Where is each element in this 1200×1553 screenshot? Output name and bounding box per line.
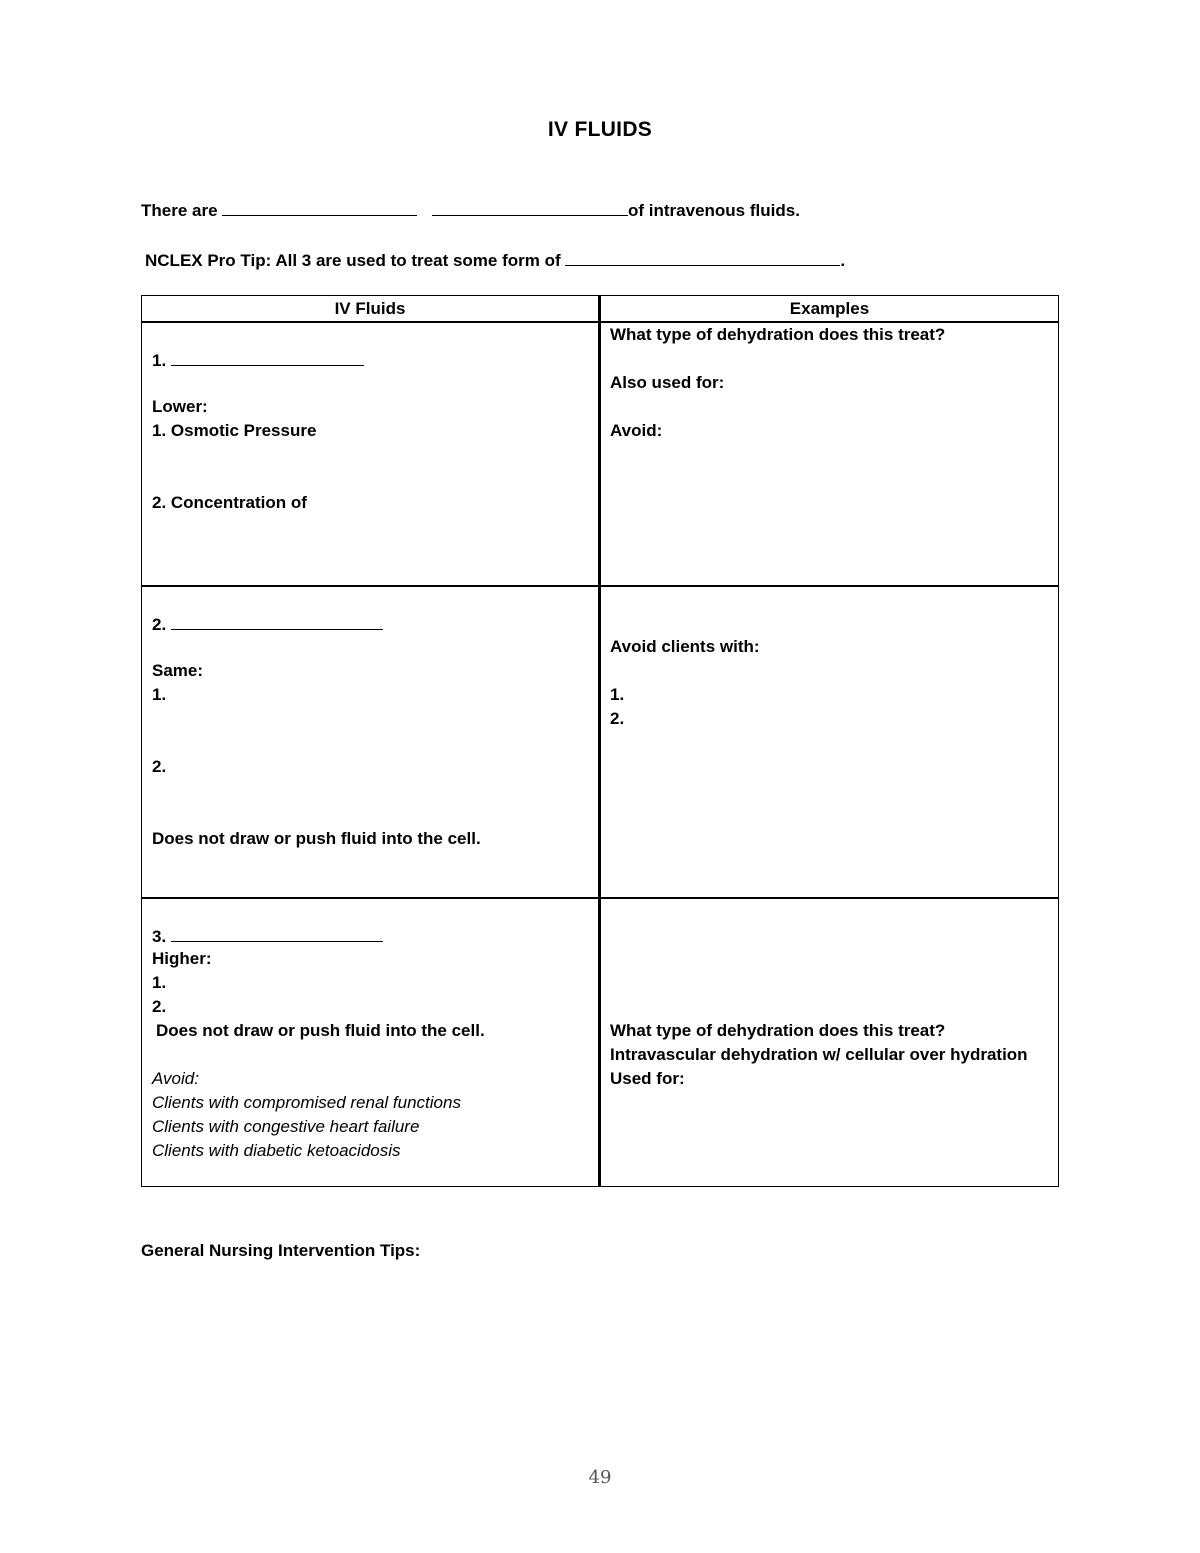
header-examples: Examples — [789, 299, 870, 318]
column-divider — [598, 295, 601, 1187]
intro-blank-2[interactable] — [432, 199, 628, 216]
row1-blank[interactable] — [171, 349, 364, 366]
general-tips-heading: General Nursing Intervention Tips: — [141, 1241, 421, 1260]
row2-item1: 1. — [152, 685, 167, 704]
row2-item2: 2. — [152, 757, 167, 776]
row2-example1: 1. — [610, 685, 625, 704]
iv-fluids-table — [141, 295, 1059, 1187]
row3-dehydration-answer: Intravascular dehydration w/ cellular over hydration — [610, 1045, 1028, 1064]
row3-avoid-item: Clients with diabetic ketoacidosis — [152, 1141, 401, 1160]
row3-blank[interactable] — [171, 925, 383, 942]
page-title: IV FLUIDS — [547, 118, 653, 141]
row1-also-used: Also used for: — [610, 373, 725, 392]
nclex-tip-line — [145, 249, 845, 271]
row1-lower-label: Lower: — [152, 397, 208, 416]
row3-used-for: Used for: — [610, 1069, 685, 1088]
header-iv-fluids: IV Fluids — [334, 299, 406, 318]
row3-avoid-item: Clients with compromised renal functions — [152, 1093, 461, 1112]
nclex-tip-blank[interactable] — [565, 249, 840, 266]
row2-same-label: Same: — [152, 661, 204, 680]
page-number: 49 — [588, 1467, 612, 1488]
row1-item2: 2. Concentration of — [152, 493, 307, 512]
row-divider-2 — [141, 897, 1059, 899]
intro-line — [141, 199, 800, 221]
row-divider-1 — [141, 585, 1059, 587]
nclex-tip-text: NCLEX Pro Tip: All 3 are used to treat some form of — [145, 251, 561, 270]
row2-number: 2. — [152, 613, 383, 635]
intro-blank-1[interactable] — [222, 199, 417, 216]
row3-dehydration-question: What type of dehydration does this treat? — [610, 1021, 946, 1040]
row1-item1: 1. Osmotic Pressure — [152, 421, 317, 440]
row3-note: Does not draw or push fluid into the cell. — [156, 1021, 485, 1040]
row3-number: 3. — [152, 925, 383, 947]
row1-number: 1. — [152, 349, 364, 371]
row3-item1: 1. — [152, 973, 167, 992]
nclex-tip-end: . — [840, 251, 846, 270]
row1-dehydration-question: What type of dehydration does this treat? — [610, 325, 946, 344]
row2-note: Does not draw or push fluid into the cell. — [152, 829, 481, 848]
row3-item2: 2. — [152, 997, 167, 1016]
header-divider — [141, 321, 1059, 323]
row2-example2: 2. — [610, 709, 625, 728]
row2-avoid-clients: Avoid clients with: — [610, 637, 760, 656]
row1-avoid: Avoid: — [610, 421, 663, 440]
intro-prefix: There are — [141, 201, 218, 220]
row2-blank[interactable] — [171, 613, 383, 630]
row3-avoid-label: Avoid: — [152, 1069, 199, 1088]
row3-avoid-item: Clients with congestive heart failure — [152, 1117, 420, 1136]
intro-suffix: of intravenous fluids. — [628, 201, 800, 220]
row3-higher-label: Higher: — [152, 949, 212, 968]
